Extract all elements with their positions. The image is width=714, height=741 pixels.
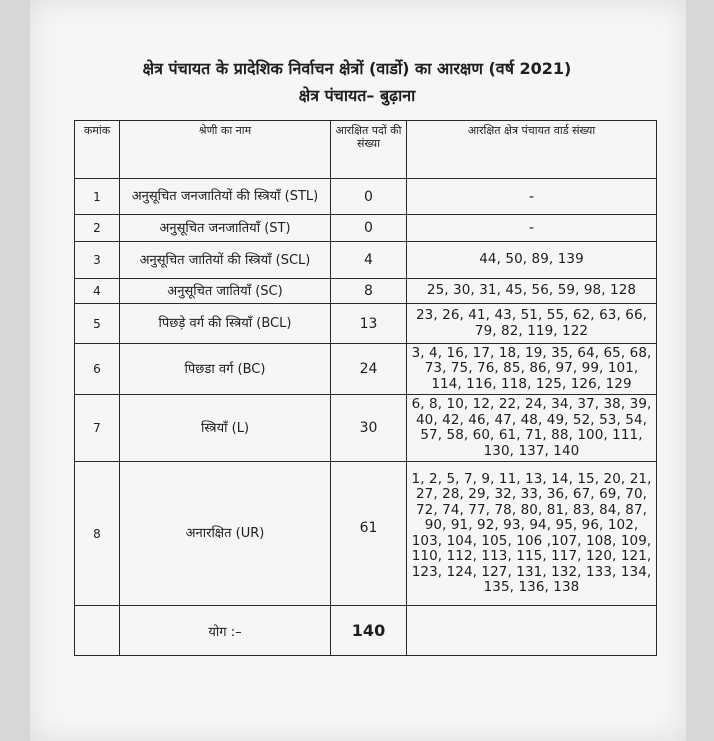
header-wards: आरक्षित क्षेत्र पंचायत वार्ड संख्या bbox=[407, 121, 657, 179]
document-subtitle: क्षेत्र पंचायत– बुढ़ाना bbox=[298, 86, 416, 105]
total-wards-blank bbox=[407, 606, 657, 656]
row-category: अनुसूचित जनजातियाँ (ST) bbox=[120, 215, 331, 242]
row-count: 0 bbox=[331, 179, 407, 215]
table-row bbox=[75, 344, 657, 395]
row-sno: 6 bbox=[75, 344, 120, 395]
header-count: आरक्षित पदों की संख्या bbox=[331, 121, 407, 179]
row-sno: 8 bbox=[75, 462, 120, 606]
row-count: 4 bbox=[331, 242, 407, 279]
table-row bbox=[75, 395, 657, 462]
row-count: 13 bbox=[331, 304, 407, 344]
row-category: अनारक्षित (UR) bbox=[120, 462, 331, 606]
row-wards: 23, 26, 41, 43, 51, 55, 62, 63, 66, 79, 82, 119, 122 bbox=[407, 304, 657, 344]
row-sno: 1 bbox=[75, 179, 120, 215]
row-category: अनुसूचित जातियों की स्त्रियाँ (SCL) bbox=[120, 242, 331, 279]
table-row bbox=[75, 215, 657, 242]
table-row bbox=[75, 462, 657, 606]
row-category: पिछड़े वर्ग की स्त्रियाँ (BCL) bbox=[120, 304, 331, 344]
document-title: क्षेत्र पंचायत के प्रादेशिक निर्वाचन क्षेत्रों (वार्डो) का आरक्षण (वर्ष 2021) bbox=[142, 59, 572, 78]
total-value: 140 bbox=[331, 606, 407, 656]
total-label: योग :– bbox=[120, 606, 331, 656]
row-sno: 7 bbox=[75, 395, 120, 462]
header-category: श्रेणी का नाम bbox=[120, 121, 331, 179]
row-count: 30 bbox=[331, 395, 407, 462]
row-category: पिछडा वर्ग (BC) bbox=[120, 344, 331, 395]
reservation-table bbox=[74, 120, 657, 656]
row-sno: 5 bbox=[75, 304, 120, 344]
row-category: अनुसूचित जनजातियों की स्त्रियाँ (STL) bbox=[120, 179, 331, 215]
row-wards: - bbox=[407, 215, 657, 242]
total-row bbox=[75, 606, 657, 656]
table-row bbox=[75, 242, 657, 279]
total-blank bbox=[75, 606, 120, 656]
header-sno: कमांक bbox=[75, 121, 120, 179]
row-wards: 6, 8, 10, 12, 22, 24, 34, 37, 38, 39, 40, 42, 46, 47, 48, 49, 52, 53, 54, 57, 58, 60, 61, 71, 88, 100, 111, 130, 137, 140 bbox=[407, 395, 657, 462]
row-sno: 2 bbox=[75, 215, 120, 242]
row-count: 24 bbox=[331, 344, 407, 395]
table-row bbox=[75, 179, 657, 215]
table-row bbox=[75, 304, 657, 344]
row-count: 8 bbox=[331, 279, 407, 304]
row-category: अनुसूचित जातियाँ (SC) bbox=[120, 279, 331, 304]
row-category: स्त्रियाँ (L) bbox=[120, 395, 331, 462]
row-sno: 4 bbox=[75, 279, 120, 304]
row-wards: - bbox=[407, 179, 657, 215]
header-row bbox=[75, 121, 657, 179]
table-row bbox=[75, 279, 657, 304]
row-wards: 25, 30, 31, 45, 56, 59, 98, 128 bbox=[407, 279, 657, 304]
row-wards: 1, 2, 5, 7, 9, 11, 13, 14, 15, 20, 21, 27, 28, 29, 32, 33, 36, 67, 69, 70, 72, 74, 77, 78, 80, 81, 83, 84, 87, 90, 91, 92, 93, 94, 95, 96, 102, 103, 104, 105, 106 ,107, 108, 109, 110, 112, 113, 115, 117, 120, 121, 123, 124, 127, 131, 132, 133, 134, 135, 136, 138 bbox=[407, 462, 657, 606]
row-wards: 44, 50, 89, 139 bbox=[407, 242, 657, 279]
row-count: 0 bbox=[331, 215, 407, 242]
row-count: 61 bbox=[331, 462, 407, 606]
row-wards: 3, 4, 16, 17, 18, 19, 35, 64, 65, 68, 73, 75, 76, 85, 86, 97, 99, 101, 114, 116, 118, 125, 126, 129 bbox=[407, 344, 657, 395]
row-sno: 3 bbox=[75, 242, 120, 279]
